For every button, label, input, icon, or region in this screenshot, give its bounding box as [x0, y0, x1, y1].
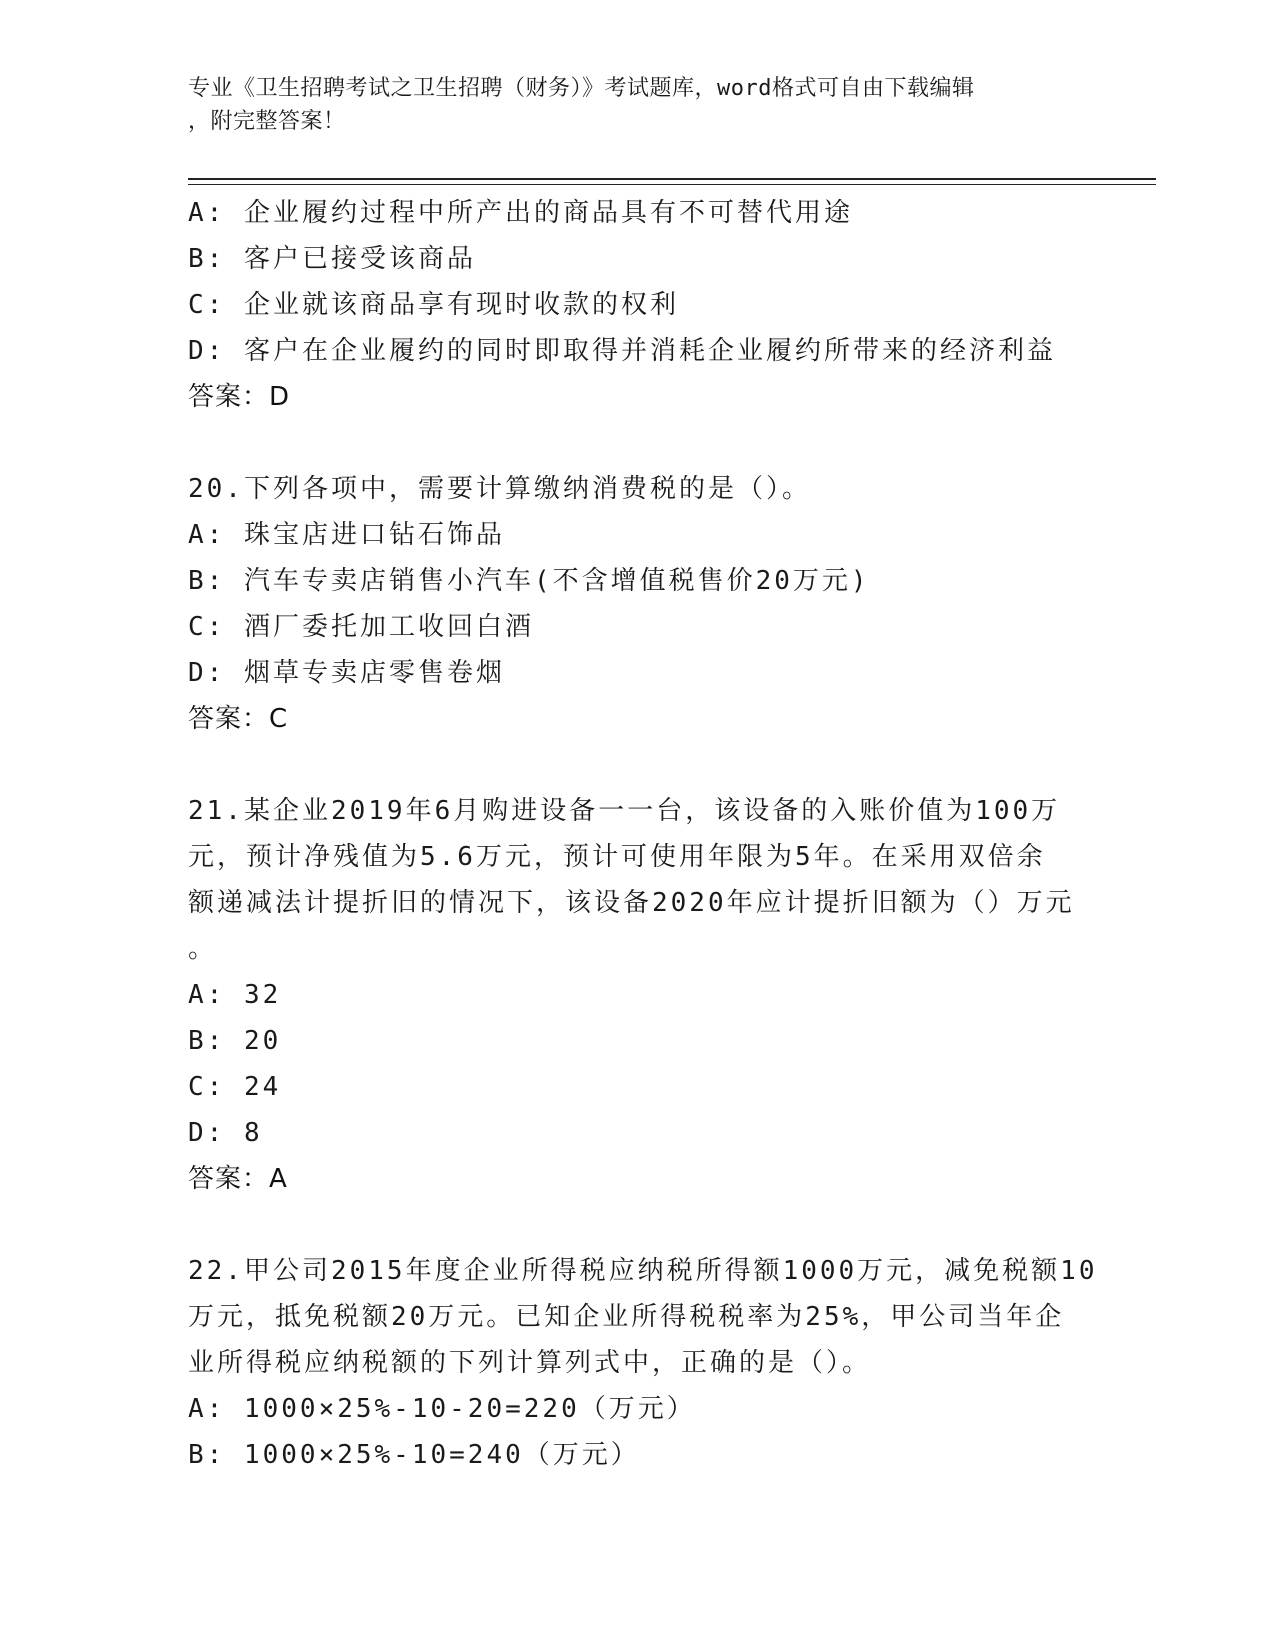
spacer [188, 742, 1088, 788]
question-stem [188, 788, 1088, 972]
document-header [188, 72, 1068, 138]
header-divider-thin [188, 184, 1156, 185]
answer-line: 答案：C [188, 704, 289, 734]
option-a: A: 32 [188, 980, 282, 1010]
spacer [188, 1202, 1088, 1248]
option-d: D: 8 [188, 1118, 263, 1148]
header-line-2: ，附完整答案！ [188, 109, 346, 134]
option-b: B: 1000×25%-10=240（万元） [188, 1440, 640, 1470]
option-b: B: 客户已接受该商品 [188, 244, 476, 274]
option-c: C: 24 [188, 1072, 282, 1102]
option-c: C: 企业就该商品享有现时收款的权利 [188, 290, 679, 320]
question-list [188, 190, 1098, 1478]
question-20 [188, 466, 1088, 742]
question-22 [188, 1248, 1098, 1478]
stem-line: 万元，抵免税额20万元。已知企业所得税税率为25%，甲公司当年企 [188, 1302, 1065, 1332]
option-b: B: 汽车专卖店销售小汽车(不含增值税售价20万元) [188, 566, 870, 596]
stem-line: 元，预计净残值为5.6万元，预计可使用年限为5年。在采用双倍余 [188, 842, 1046, 872]
stem-line: 。 [188, 934, 218, 964]
stem-line: 业所得税应纳税额的下列计算列式中，正确的是（）。 [188, 1348, 872, 1378]
answer-line: 答案：D [188, 382, 291, 412]
question-stem: 20.下列各项中，需要计算缴纳消费税的是（）。 [188, 474, 811, 504]
header-divider-thick [188, 178, 1156, 180]
option-d: D: 烟草专卖店零售卷烟 [188, 658, 505, 688]
spacer [188, 420, 1088, 466]
option-a: A: 企业履约过程中所产出的商品具有不可替代用途 [188, 198, 853, 228]
stem-line: 21.某企业2019年6月购进设备一一台，该设备的入账价值为100万 [188, 796, 1061, 826]
option-a: A: 1000×25%-10-20=220（万元） [188, 1394, 696, 1424]
stem-line: 额递减法计提折旧的情况下，该设备2020年应计提折旧额为（）万元 [188, 888, 1075, 918]
question-19 [188, 190, 1088, 420]
option-a: A: 珠宝店进口钻石饰品 [188, 520, 505, 550]
option-c: C: 酒厂委托加工收回白酒 [188, 612, 534, 642]
header-line-1: 专业《卫生招聘考试之卫生招聘（财务）》考试题库，word格式可自由下载编辑 [188, 76, 975, 101]
question-21 [188, 788, 1088, 1202]
option-d: D: 客户在企业履约的同时即取得并消耗企业履约所带来的经济利益 [188, 336, 1056, 366]
answer-line: 答案：A [188, 1164, 288, 1194]
option-b: B: 20 [188, 1026, 282, 1056]
stem-line: 22.甲公司2015年度企业所得税应纳税所得额1000万元，减免税额10 [188, 1256, 1098, 1286]
question-stem [188, 1248, 1098, 1386]
